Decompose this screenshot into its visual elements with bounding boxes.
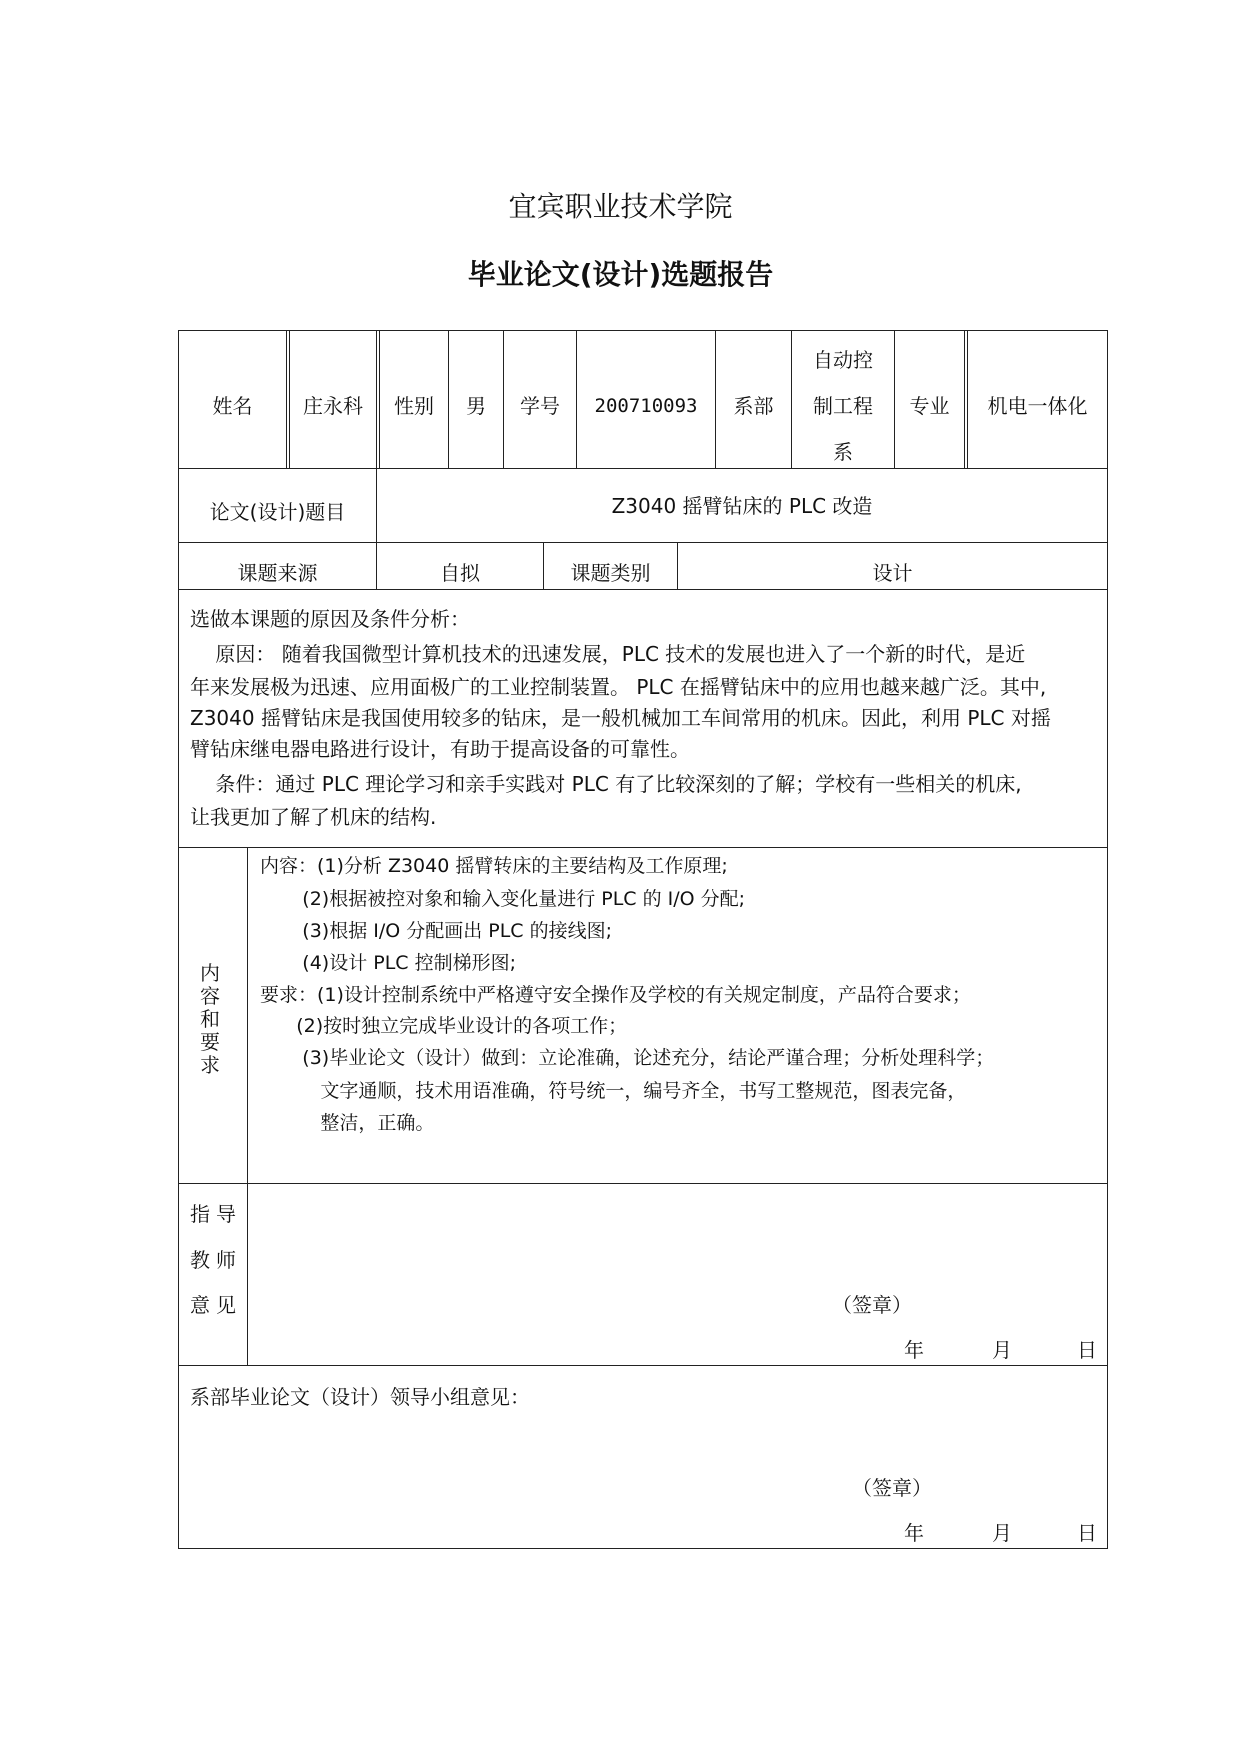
requirement-line: 文字通顺，技术用语准确，符号统一，编号齐全，书写工整规范，图表完备， bbox=[260, 1080, 967, 1102]
type-value: 设计 bbox=[872, 561, 913, 585]
row-divider bbox=[178, 847, 1108, 848]
name-value: 庄永科 bbox=[303, 394, 363, 418]
dept-value-line: 系 bbox=[833, 440, 853, 464]
col-divider bbox=[964, 330, 965, 468]
dept-group-month: 月 bbox=[992, 1521, 1012, 1545]
student-id-label: 学号 bbox=[520, 394, 560, 418]
table-border-bottom bbox=[178, 1548, 1108, 1549]
table-border-right bbox=[1107, 330, 1108, 1549]
school-name: 宜宾职业技术学院 bbox=[508, 190, 733, 223]
source-value: 自拟 bbox=[440, 561, 480, 585]
dept-label: 系部 bbox=[733, 394, 774, 418]
report-title: 毕业论文(设计)选题报告 bbox=[467, 258, 774, 291]
requirements-label-char: 求 bbox=[200, 1053, 220, 1077]
row-divider bbox=[178, 1183, 1108, 1184]
dept-group-day: 日 bbox=[1077, 1521, 1097, 1545]
reason-line: 让我更加了解了机床的结构. bbox=[190, 805, 437, 829]
dept-group-seal: （签章） bbox=[852, 1476, 932, 1500]
col-divider bbox=[286, 330, 287, 468]
major-label: 专业 bbox=[909, 394, 950, 418]
advisor-label-line: 教师 bbox=[190, 1248, 242, 1272]
col-divider bbox=[247, 847, 248, 1365]
reason-line: 原因： 随着我国微型计算机技术的迅速发展，PLC 技术的发展也进入了一个新的时代，是近 bbox=[190, 642, 1026, 666]
requirements-label-char: 容 bbox=[200, 984, 220, 1008]
row-divider bbox=[178, 468, 1108, 469]
reason-line: Z3040 摇臂钻床是我国使用较多的钻床，是一般机械加工车间常用的机床。因此，利用 PLC 对摇 bbox=[190, 706, 1051, 730]
requirement-line: (2)按时独立完成毕业设计的各项工作； bbox=[260, 1015, 628, 1037]
dept-group-year: 年 bbox=[904, 1521, 924, 1545]
dept-value-line: 制工程 bbox=[813, 394, 873, 418]
reason-line: 条件：通过 PLC 理论学习和亲手实践对 PLC 有了比较深刻的了解；学校有一些相关的机床, bbox=[190, 772, 1022, 796]
advisor-seal: （签章） bbox=[832, 1293, 912, 1317]
reason-line: 臂钻床继电器电路进行设计，有助于提高设备的可靠性。 bbox=[190, 737, 690, 761]
topic-label: 论文(设计)题目 bbox=[209, 500, 346, 524]
advisor-day: 日 bbox=[1077, 1338, 1097, 1362]
type-label: 课题类别 bbox=[570, 561, 651, 585]
topic-value: Z3040 摇臂钻床的 PLC 改造 bbox=[611, 494, 873, 518]
row-divider bbox=[178, 1365, 1108, 1366]
requirements-label-char: 和 bbox=[200, 1007, 220, 1031]
dept-group-label: 系部毕业论文（设计）领导小组意见： bbox=[190, 1385, 530, 1409]
advisor-label-line: 指导 bbox=[190, 1202, 242, 1226]
advisor-label-line: 意见 bbox=[190, 1293, 242, 1317]
gender-value: 男 bbox=[466, 394, 486, 418]
requirement-line: (4)设计 PLC 控制梯形图; bbox=[260, 952, 516, 974]
requirement-line: 整洁，正确。 bbox=[260, 1112, 435, 1134]
reason-line: 年来发展极为迅速、应用面极广的工业控制装置。 PLC 在摇臂钻床中的应用也越来越广泛。其中, bbox=[190, 675, 1047, 699]
source-label: 课题来源 bbox=[237, 561, 318, 585]
name-label: 姓名 bbox=[212, 394, 253, 418]
major-value: 机电一体化 bbox=[987, 394, 1088, 418]
requirement-line: (3)毕业论文（设计）做到：立论准确，论述充分，结论严谨合理；分析处理科学； bbox=[260, 1047, 995, 1069]
table-border-top bbox=[178, 330, 1108, 331]
advisor-month: 月 bbox=[992, 1338, 1012, 1362]
col-divider bbox=[376, 330, 377, 468]
requirement-line: 内容：(1)分析 Z3040 摇臂转床的主要结构及工作原理; bbox=[260, 855, 728, 877]
requirements-label-char: 要 bbox=[200, 1030, 220, 1054]
reason-line: 选做本课题的原因及条件分析： bbox=[190, 607, 470, 631]
dept-value-line: 自动控 bbox=[813, 348, 873, 372]
requirement-line: (2)根据被控对象和输入变化量进行 PLC 的 I/O 分配; bbox=[260, 888, 746, 910]
row-divider bbox=[178, 542, 1108, 543]
row-divider bbox=[178, 589, 1108, 590]
advisor-year: 年 bbox=[904, 1338, 924, 1362]
student-id-value: 200710093 bbox=[594, 395, 698, 417]
requirements-label-char: 内 bbox=[200, 961, 220, 985]
requirement-line: (3)根据 I/O 分配画出 PLC 的接线图; bbox=[260, 920, 613, 942]
gender-label: 性别 bbox=[394, 394, 434, 418]
requirement-line: 要求：(1)设计控制系统中严格遵守安全操作及学校的有关规定制度，产品符合要求； bbox=[260, 984, 971, 1006]
